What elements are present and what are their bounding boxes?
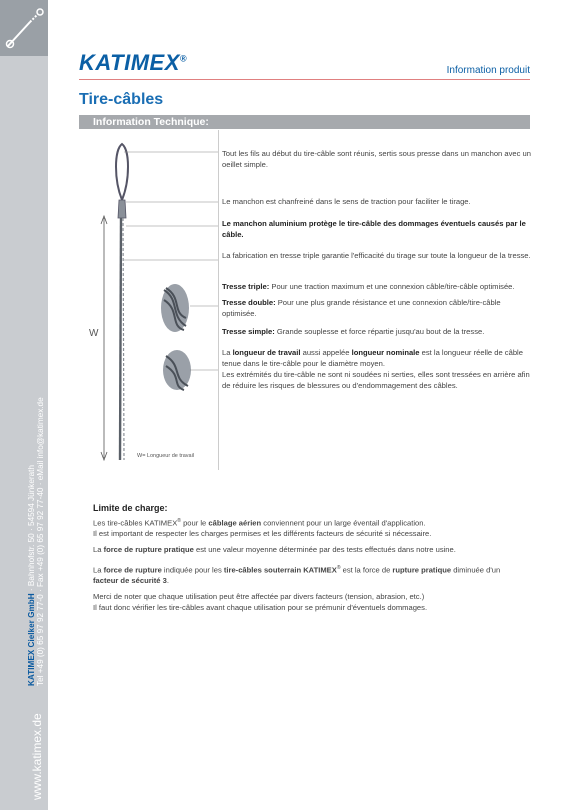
para-tresse-double — [222, 297, 532, 319]
dimension-caption: W= Longueur de travail — [137, 453, 195, 459]
contact-line: Tel +49 (0) 65 97 92 77-0 · Fax +49 (0) 65 97 92 77-40 · eMail info@katimex.de — [36, 397, 45, 686]
travail-bold-1: longueur de travail — [232, 348, 301, 357]
section-label: Information Technique: — [93, 116, 209, 128]
limite-l6: Il faut donc vérifier les tire-câbles avant chaque utilisation pour se prémunir d'éventuels dommages. — [93, 602, 428, 612]
limite-l5: Merci de noter que chaque utilisation peut être affectée par divers facteurs (tension, abrasion, etc.) — [93, 592, 425, 601]
para-sleeve — [222, 196, 532, 207]
company-address: · Bahnhofstr. 50 · 54594 Jünkerath — [27, 464, 36, 594]
travail-bold-2: longueur nominale — [351, 348, 420, 357]
para-tresse-triple — [222, 281, 532, 292]
cable-grip-logo-icon — [0, 0, 48, 56]
limite-l4b: indiquée pour les — [161, 565, 224, 575]
limite-l1a: Les tire-câbles KATIMEX — [93, 518, 178, 528]
limite-l1-bold: câblage aérien — [208, 518, 262, 528]
limite-l4d: diminuée d'un — [451, 565, 501, 575]
para-aluminium — [222, 218, 532, 240]
para-eye — [222, 148, 532, 170]
brand-logo — [79, 50, 187, 76]
travail-text-3: est la longueur réelle de câble tenue dans le tire-câble pour le diamètre moyen. — [222, 348, 523, 368]
travail-text-2: aussi appelée — [300, 348, 352, 357]
limite-l1b: pour le — [180, 518, 209, 528]
page-title: Tire-câbles — [79, 91, 164, 108]
tresse-simple-text: Grande souplesse et force répartie jusqu'au bout de la tresse. — [274, 327, 485, 336]
double-braid-detail — [163, 350, 191, 390]
limite-l4-bold3: rupture pratique — [392, 565, 452, 575]
para-tresse-simple — [222, 326, 532, 337]
limite-l4-bold2: tire-câbles souterrain KATIMEX — [223, 565, 337, 575]
brand-name: KATIMEX — [79, 50, 180, 75]
cable-grip-drawing — [80, 130, 218, 470]
para-longueur-travail — [222, 347, 532, 391]
sidebar-contact — [27, 336, 45, 686]
dimension-label: W — [89, 328, 99, 339]
info-produit-label: Information produit — [446, 65, 530, 76]
limite-l4a: La — [93, 565, 104, 575]
para-triple-fab — [222, 250, 532, 261]
company-name: KATIMEX Cielker GmbH — [27, 593, 36, 686]
limite-l4-reg: ® — [336, 565, 341, 571]
tresse-simple-label: Tresse simple: — [222, 327, 275, 336]
para-triple-fab-text: La fabrication en tresse triple garantie l'efficacité du tirage sur toute la longueur de la tresse. — [222, 251, 531, 260]
limite-title: Limite de charge: — [93, 503, 168, 513]
brand-reg: ® — [179, 53, 188, 64]
limite-l1c: conviennent pour un large éventail d'application. — [261, 518, 426, 528]
tresse-double-label: Tresse double: — [222, 298, 276, 307]
limite-l4-bold1: force de rupture — [103, 565, 162, 575]
limite-l3-bold: force de rupture pratique — [103, 545, 194, 554]
limite-p3 — [93, 563, 513, 587]
limite-p2 — [93, 545, 513, 556]
header-divider — [79, 79, 530, 80]
limite-p1 — [93, 516, 513, 540]
limite-l3b: est une valeur moyenne déterminée par des tests effectués dans notre usine. — [193, 545, 456, 554]
para-aluminium-bold: Le manchon aluminium protège le tire-câble des dommages éventuels causés par le câble. — [222, 219, 526, 239]
triple-braid-detail — [161, 284, 189, 332]
tresse-double-text: Pour une plus grande résistance et une connexion câble/tire-câble optimisée. — [222, 298, 501, 318]
limite-l1-reg: ® — [177, 518, 181, 524]
cable-grip-illustration — [80, 130, 219, 470]
tresse-triple-text: Pour une traction maximum et une connexion câble/tire-câble optimisée. — [269, 282, 515, 291]
limite-l2: Il est important de respecter les charges permises et les différents facteurs de sécurité si nécessaire. — [93, 529, 432, 539]
website-link[interactable]: www.katimex.de — [30, 713, 44, 800]
limite-l4-bold4: facteur de sécurité 3 — [93, 576, 167, 586]
travail-text-4: Les extrémités du tire-câble ne sont ni soudées ni serties, elles sont tressées en arrière afin de réduire les risques de blessures ou d'endommagement des câbles. — [222, 370, 530, 390]
para-eye-text: Tout les fils au début du tire-câble sont réunis, sertis sous presse dans un manchon avec un oeillet simple. — [222, 149, 531, 169]
limite-l4c: est la force de — [340, 565, 393, 575]
para-sleeve-text: Le manchon est chanfreiné dans le sens de traction pour faciliter le tirage. — [222, 197, 471, 206]
limite-l3a: La — [93, 545, 104, 554]
limite-l4e: . — [166, 576, 169, 586]
limite-p4 — [93, 592, 513, 613]
tresse-triple-label: Tresse triple: — [222, 282, 270, 291]
travail-text-1: La — [222, 348, 233, 357]
